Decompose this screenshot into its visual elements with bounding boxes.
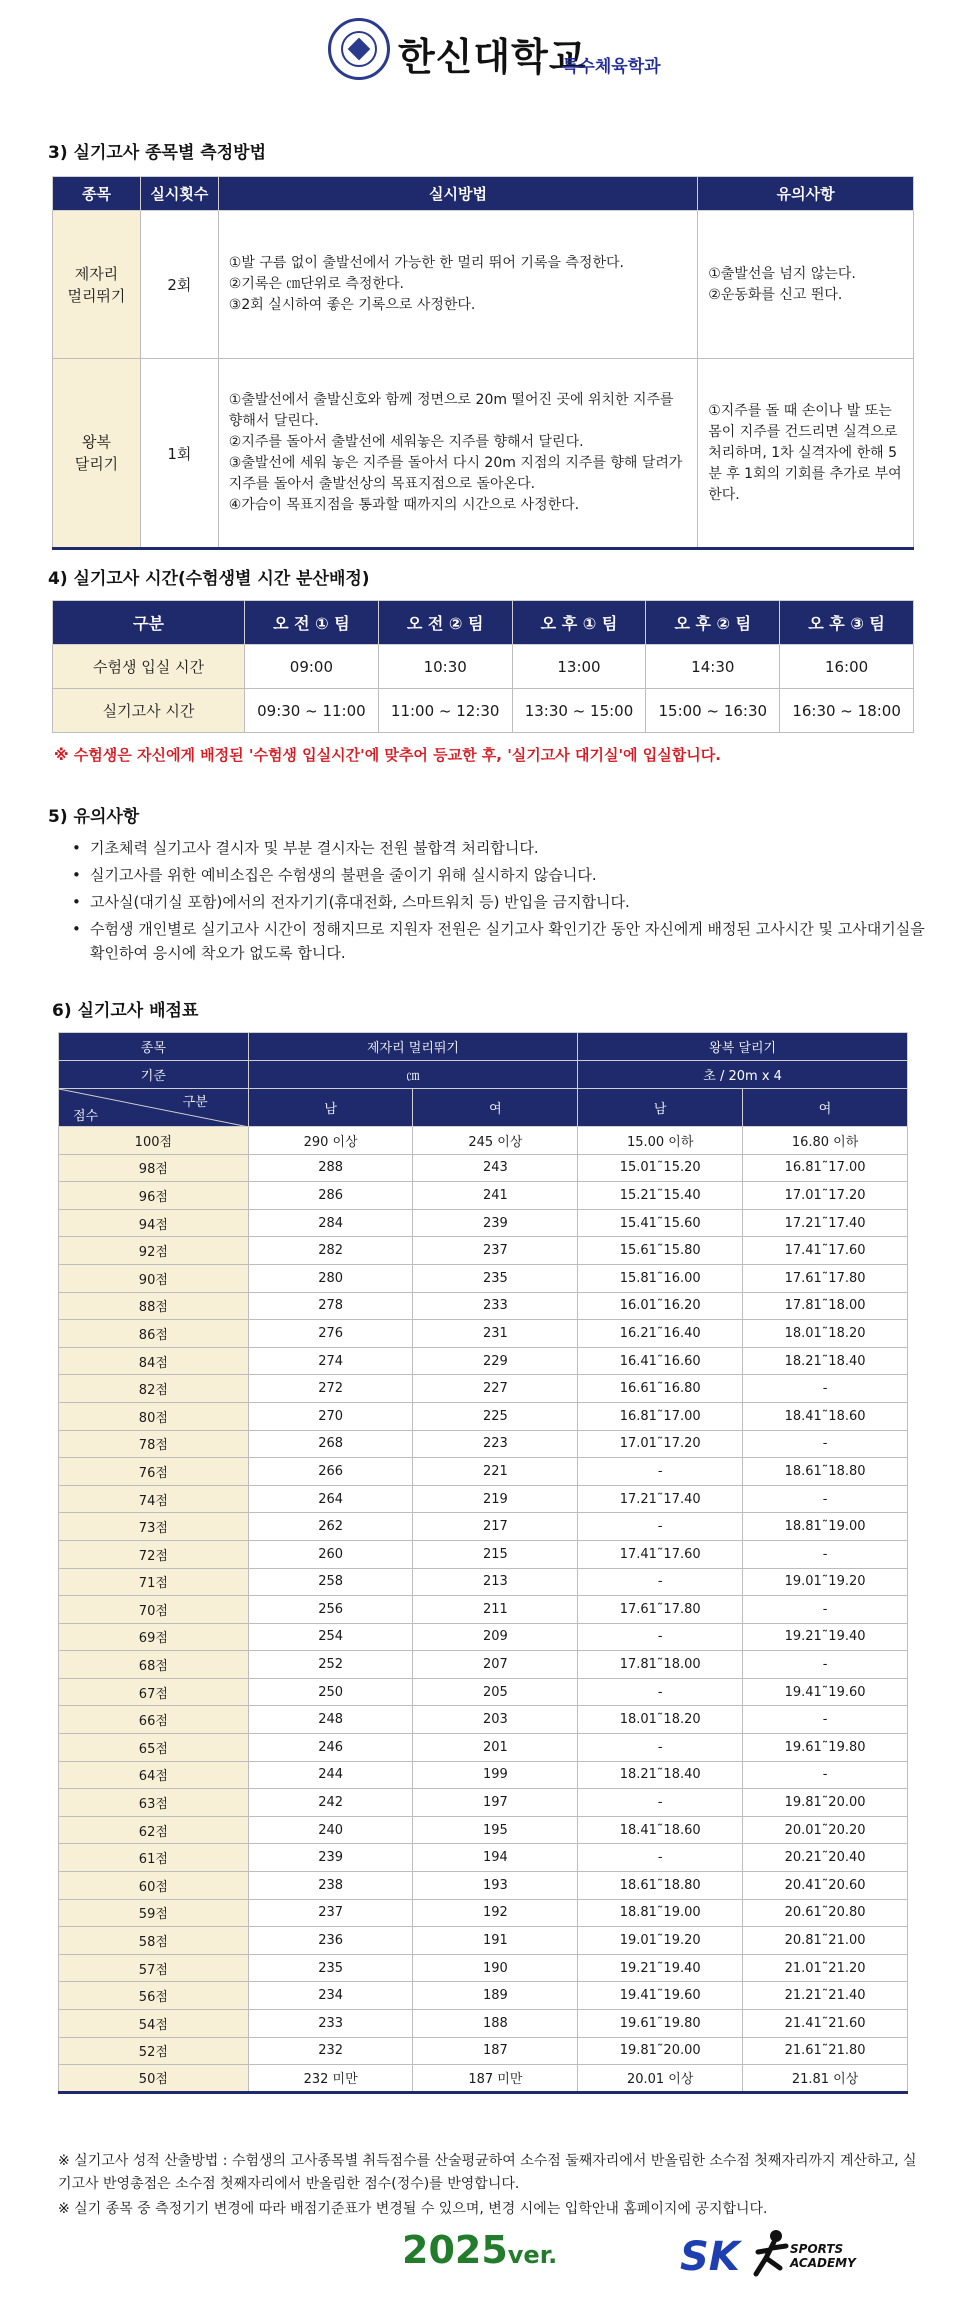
- record-cell: 16.61˜16.80: [578, 1375, 743, 1403]
- record-cell: 286: [248, 1182, 413, 1210]
- score-cell: 70점: [59, 1596, 249, 1624]
- exam-time-table: [52, 600, 914, 733]
- score-row: [59, 1458, 908, 1486]
- score-cell: 56점: [59, 1982, 249, 2010]
- record-cell: 242: [248, 1789, 413, 1817]
- score-row: [59, 1982, 908, 2010]
- record-cell: 280: [248, 1264, 413, 1292]
- score-cell: 100점: [59, 1127, 249, 1155]
- record-cell: 19.21˜19.40: [578, 1954, 743, 1982]
- time-row: [53, 689, 914, 733]
- record-cell: 16.81˜17.00: [578, 1402, 743, 1430]
- time-cell: 16:00: [780, 645, 914, 689]
- record-cell: 191: [413, 1927, 578, 1955]
- arrival-notice: ※ 수험생은 자신에게 배정된 '수험생 입실시간'에 맞추어 등교한 후, '실기고사 대기실'에 입실합니다.: [54, 746, 721, 764]
- record-cell: 272: [248, 1375, 413, 1403]
- score-row: [59, 2010, 908, 2038]
- time-cell: 11:00 ~ 12:30: [378, 689, 512, 733]
- diagonal-header-cell: [59, 1089, 249, 1127]
- record-cell: 219: [413, 1485, 578, 1513]
- col-header: 종목: [53, 177, 141, 211]
- score-cell: 96점: [59, 1182, 249, 1210]
- record-cell: 17.21˜17.40: [743, 1209, 908, 1237]
- score-row: [59, 1485, 908, 1513]
- record-cell: 187 미만: [413, 2065, 578, 2093]
- score-cell: 80점: [59, 1402, 249, 1430]
- record-cell: -: [743, 1430, 908, 1458]
- section4-title: 4) 실기고사 시간(수험생별 시간 분산배정): [48, 569, 370, 589]
- col-header: 유의사항: [698, 177, 914, 211]
- record-cell: 189: [413, 1982, 578, 2010]
- score-row: [59, 1320, 908, 1348]
- score-row: [59, 1816, 908, 1844]
- col-header: 실시횟수: [140, 177, 218, 211]
- time-cell: 10:30: [378, 645, 512, 689]
- time-col-header: 오 전 ② 팀: [378, 601, 512, 645]
- record-cell: 15.41˜15.60: [578, 1209, 743, 1237]
- score-row: [59, 1182, 908, 1210]
- score-row: [59, 1237, 908, 1265]
- time-cell: 15:00 ~ 16:30: [646, 689, 780, 733]
- time-row-label: 실기고사 시간: [53, 689, 245, 733]
- record-cell: 195: [413, 1816, 578, 1844]
- record-cell: 19.41˜19.60: [578, 1982, 743, 2010]
- score-cell: 78점: [59, 1430, 249, 1458]
- score-row: [59, 1927, 908, 1955]
- record-cell: 199: [413, 1761, 578, 1789]
- event-name: 제자리 멀리뛰기: [53, 211, 141, 359]
- unit1-header: ㎝: [248, 1061, 578, 1089]
- record-cell: 15.00 이하: [578, 1127, 743, 1155]
- record-cell: 17.61˜17.80: [743, 1264, 908, 1292]
- time-cell: 09:00: [245, 645, 379, 689]
- record-cell: 19.61˜19.80: [578, 2010, 743, 2038]
- record-cell: -: [743, 1706, 908, 1734]
- score-row: [59, 2065, 908, 2093]
- score-cell: 63점: [59, 1789, 249, 1817]
- score-row: [59, 1209, 908, 1237]
- score-row: [59, 1899, 908, 1927]
- score-cell: 59점: [59, 1899, 249, 1927]
- diag-category-label: 구분: [182, 1095, 208, 1110]
- record-cell: 232 미만: [248, 2065, 413, 2093]
- method-cell: [218, 359, 697, 549]
- score-cell: 71점: [59, 1568, 249, 1596]
- record-cell: 17.41˜17.60: [578, 1540, 743, 1568]
- record-cell: 236: [248, 1927, 413, 1955]
- record-cell: 187: [413, 2037, 578, 2065]
- record-cell: 16.01˜16.20: [578, 1292, 743, 1320]
- note-line: ①지주를 돌 때 손이나 발 또는 몸이 지주를 건드리면 실격으로 처리하며, 1차 실격자에 한해 5분 후 1회의 기회를 추가로 부여한다.: [708, 402, 902, 503]
- record-cell: 282: [248, 1237, 413, 1265]
- time-cell: 16:30 ~ 18:00: [780, 689, 914, 733]
- record-cell: 20.41˜20.60: [743, 1872, 908, 1900]
- record-cell: 203: [413, 1706, 578, 1734]
- score-row: [59, 1761, 908, 1789]
- record-cell: 201: [413, 1734, 578, 1762]
- record-cell: 231: [413, 1320, 578, 1348]
- record-cell: 227: [413, 1375, 578, 1403]
- record-cell: 225: [413, 1402, 578, 1430]
- record-cell: 17.01˜17.20: [578, 1430, 743, 1458]
- record-cell: 15.61˜15.80: [578, 1237, 743, 1265]
- record-cell: 194: [413, 1844, 578, 1872]
- record-cell: 268: [248, 1430, 413, 1458]
- record-cell: 19.61˜19.80: [743, 1734, 908, 1762]
- method-line: ②기록은 ㎝단위로 측정한다.: [228, 276, 404, 292]
- record-cell: 221: [413, 1458, 578, 1486]
- record-cell: 21.21˜21.40: [743, 1982, 908, 2010]
- event1-header: 제자리 멀리뛰기: [248, 1033, 578, 1061]
- record-cell: 18.21˜18.40: [578, 1761, 743, 1789]
- record-cell: 18.81˜19.00: [578, 1899, 743, 1927]
- score-row: [59, 1872, 908, 1900]
- female-header: 여: [743, 1089, 908, 1127]
- record-cell: 229: [413, 1347, 578, 1375]
- record-cell: 215: [413, 1540, 578, 1568]
- record-cell: 18.81˜19.00: [743, 1513, 908, 1541]
- record-cell: 252: [248, 1651, 413, 1679]
- score-cell: 69점: [59, 1623, 249, 1651]
- score-cell: 86점: [59, 1320, 249, 1348]
- footnote-change: ※ 실기 종목 중 측정기기 변경에 따라 배점기준표가 변경될 수 있으며, 변경 시에는 입학안내 홈페이지에 공지합니다.: [58, 2201, 768, 2217]
- record-cell: 18.01˜18.20: [578, 1706, 743, 1734]
- running-athlete-icon: [750, 2228, 790, 2280]
- score-cell: 88점: [59, 1292, 249, 1320]
- caution-list: [70, 836, 930, 968]
- record-cell: 21.61˜21.80: [743, 2037, 908, 2065]
- record-cell: 18.21˜18.40: [743, 1347, 908, 1375]
- score-cell: 54점: [59, 2010, 249, 2038]
- brand-letters: SK: [680, 2234, 740, 2280]
- version-label: [402, 2228, 557, 2272]
- score-row: [59, 1154, 908, 1182]
- caution-item: • 실기고사를 위한 예비소집은 수험생의 불편을 줄이기 위해 실시하지 않습니다.: [70, 863, 930, 887]
- record-cell: 274: [248, 1347, 413, 1375]
- record-cell: 262: [248, 1513, 413, 1541]
- record-cell: 233: [413, 1292, 578, 1320]
- section3-title: 3) 실기고사 종목별 측정방법: [48, 143, 266, 163]
- record-cell: 205: [413, 1678, 578, 1706]
- record-cell: 20.81˜21.00: [743, 1927, 908, 1955]
- section6-title: 6) 실기고사 배점표: [52, 1001, 199, 1021]
- record-cell: 188: [413, 2010, 578, 2038]
- note-line: ②운동화를 신고 뛴다.: [708, 286, 843, 303]
- attempt-count: 1회: [140, 359, 218, 549]
- record-cell: 266: [248, 1458, 413, 1486]
- record-cell: -: [743, 1651, 908, 1679]
- page-header: [0, 12, 964, 90]
- record-cell: -: [578, 1678, 743, 1706]
- time-col-header: 오 후 ③ 팀: [780, 601, 914, 645]
- record-cell: 15.81˜16.00: [578, 1264, 743, 1292]
- time-col-header: 오 전 ① 팀: [245, 601, 379, 645]
- record-cell: 18.41˜18.60: [743, 1402, 908, 1430]
- record-cell: 18.61˜18.80: [743, 1458, 908, 1486]
- score-cell: 50점: [59, 2065, 249, 2093]
- notes-cell: [698, 211, 914, 359]
- record-cell: 15.21˜15.40: [578, 1182, 743, 1210]
- score-cell: 62점: [59, 1816, 249, 1844]
- score-cell: 73점: [59, 1513, 249, 1541]
- score-row: [59, 1347, 908, 1375]
- record-cell: 18.01˜18.20: [743, 1320, 908, 1348]
- record-cell: 234: [248, 1982, 413, 2010]
- score-cell: 92점: [59, 1237, 249, 1265]
- note-line: ①출발선을 넘지 않는다.: [708, 265, 856, 282]
- record-cell: 19.01˜19.20: [578, 1927, 743, 1955]
- record-cell: 193: [413, 1872, 578, 1900]
- record-cell: 235: [248, 1954, 413, 1982]
- female-header: 여: [413, 1089, 578, 1127]
- score-cell: 67점: [59, 1678, 249, 1706]
- record-cell: 256: [248, 1596, 413, 1624]
- section5-title: 5) 유의사항: [48, 807, 140, 827]
- male-header: 남: [248, 1089, 413, 1127]
- method-row: [53, 211, 914, 359]
- record-cell: 20.61˜20.80: [743, 1899, 908, 1927]
- record-cell: 17.61˜17.80: [578, 1596, 743, 1624]
- record-cell: -: [578, 1458, 743, 1486]
- score-cell: 66점: [59, 1706, 249, 1734]
- score-cell: 68점: [59, 1651, 249, 1679]
- record-cell: 19.41˜19.60: [743, 1678, 908, 1706]
- score-row: [59, 1596, 908, 1624]
- score-cell: 57점: [59, 1954, 249, 1982]
- score-cell: 90점: [59, 1264, 249, 1292]
- record-cell: 17.41˜17.60: [743, 1237, 908, 1265]
- score-row: [59, 1568, 908, 1596]
- score-cell: 94점: [59, 1209, 249, 1237]
- time-col-header: 구분: [53, 601, 245, 645]
- record-cell: 19.01˜19.20: [743, 1568, 908, 1596]
- brand-subtitle: [790, 2242, 856, 2270]
- score-row: [59, 1954, 908, 1982]
- record-cell: 17.01˜17.20: [743, 1182, 908, 1210]
- score-row: [59, 2037, 908, 2065]
- record-cell: 276: [248, 1320, 413, 1348]
- time-col-header: 오 후 ② 팀: [646, 601, 780, 645]
- record-cell: 290 이상: [248, 1127, 413, 1155]
- record-cell: 18.41˜18.60: [578, 1816, 743, 1844]
- unit2-header: 초 / 20m x 4: [578, 1061, 908, 1089]
- record-cell: 223: [413, 1430, 578, 1458]
- method-line: ②지주를 돌아서 출발선에 세워놓은 지주를 향해서 달린다.: [228, 434, 584, 450]
- time-cell: 14:30: [646, 645, 780, 689]
- university-logo-icon: [328, 18, 390, 80]
- record-cell: 258: [248, 1568, 413, 1596]
- record-cell: -: [578, 1568, 743, 1596]
- version-suffix: ver.: [507, 2241, 558, 2269]
- record-cell: 246: [248, 1734, 413, 1762]
- record-cell: 254: [248, 1623, 413, 1651]
- score-row: [59, 1430, 908, 1458]
- score-row: [59, 1402, 908, 1430]
- record-cell: -: [578, 1623, 743, 1651]
- record-cell: 278: [248, 1292, 413, 1320]
- record-cell: 209: [413, 1623, 578, 1651]
- record-cell: 239: [248, 1844, 413, 1872]
- record-cell: 284: [248, 1209, 413, 1237]
- record-cell: -: [743, 1761, 908, 1789]
- time-cell: 13:30 ~ 15:00: [512, 689, 646, 733]
- method-line: ③출발선에 세워 놓은 지주를 돌아서 다시 20m 지점의 지주를 향해 달려가 지주를 돌아서 출발선상의 목표지점으로 돌아온다.: [228, 455, 683, 492]
- record-cell: -: [578, 1734, 743, 1762]
- caution-item: • 고사실(대기실 포함)에서의 전자기기(휴대전화, 스마트워치 등) 반입을 금지합니다.: [70, 890, 930, 914]
- score-row: [59, 1127, 908, 1155]
- event-name: 왕복 달리기: [53, 359, 141, 549]
- record-cell: -: [743, 1485, 908, 1513]
- caution-item: • 수험생 개인별로 실기고사 시간이 정해지므로 지원자 전원은 실기고사 확인기간 동안 자신에게 배정된 고사시간 및 고사대기실을 확인하여 응시에 착오가 없도록 합니다.: [70, 917, 930, 965]
- record-cell: -: [578, 1789, 743, 1817]
- record-cell: 211: [413, 1596, 578, 1624]
- method-cell: [218, 211, 697, 359]
- score-row: [59, 1734, 908, 1762]
- record-cell: 21.81 이상: [743, 2065, 908, 2093]
- score-row: [59, 1706, 908, 1734]
- score-cell: 74점: [59, 1485, 249, 1513]
- record-cell: 17.81˜18.00: [578, 1651, 743, 1679]
- record-cell: 233: [248, 2010, 413, 2038]
- col-header: 실시방법: [218, 177, 697, 211]
- score-row: [59, 1513, 908, 1541]
- record-cell: 18.61˜18.80: [578, 1872, 743, 1900]
- record-cell: -: [743, 1375, 908, 1403]
- record-cell: 264: [248, 1485, 413, 1513]
- department-name: 특수체육학과: [562, 57, 661, 77]
- score-cell: 58점: [59, 1927, 249, 1955]
- record-cell: 21.41˜21.60: [743, 2010, 908, 2038]
- event2-header: 왕복 달리기: [578, 1033, 908, 1061]
- record-cell: 270: [248, 1402, 413, 1430]
- record-cell: 19.81˜20.00: [743, 1789, 908, 1817]
- time-row-label: 수험생 입실 시간: [53, 645, 245, 689]
- score-row: [59, 1540, 908, 1568]
- record-cell: 245 이상: [413, 1127, 578, 1155]
- record-cell: 17.81˜18.00: [743, 1292, 908, 1320]
- score-row: [59, 1292, 908, 1320]
- time-cell: 09:30 ~ 11:00: [245, 689, 379, 733]
- score-head-event: 종목: [59, 1033, 249, 1061]
- method-row: [53, 359, 914, 549]
- score-cell: 84점: [59, 1347, 249, 1375]
- record-cell: 250: [248, 1678, 413, 1706]
- record-cell: 239: [413, 1209, 578, 1237]
- score-row: [59, 1623, 908, 1651]
- score-row: [59, 1375, 908, 1403]
- record-cell: 244: [248, 1761, 413, 1789]
- score-cell: 98점: [59, 1154, 249, 1182]
- record-cell: 21.01˜21.20: [743, 1954, 908, 1982]
- record-cell: 192: [413, 1899, 578, 1927]
- score-cell: 64점: [59, 1761, 249, 1789]
- record-cell: 15.01˜15.20: [578, 1154, 743, 1182]
- record-cell: -: [578, 1844, 743, 1872]
- notes-cell: [698, 359, 914, 549]
- score-cell: 60점: [59, 1872, 249, 1900]
- record-cell: 16.80 이하: [743, 1127, 908, 1155]
- record-cell: 237: [248, 1899, 413, 1927]
- brand-line1: SPORTS: [790, 2242, 844, 2256]
- sk-sports-academy-logo: [680, 2228, 870, 2284]
- measurement-method-table: [52, 176, 914, 550]
- record-cell: 213: [413, 1568, 578, 1596]
- record-cell: 237: [413, 1237, 578, 1265]
- score-row: [59, 1678, 908, 1706]
- method-line: ③2회 실시하여 좋은 기록으로 사정한다.: [228, 297, 476, 313]
- diag-score-label: 점수: [73, 1109, 99, 1124]
- record-cell: 16.21˜16.40: [578, 1320, 743, 1348]
- score-cell: 52점: [59, 2037, 249, 2065]
- score-cell: 72점: [59, 1540, 249, 1568]
- time-col-header: 오 후 ① 팀: [512, 601, 646, 645]
- record-cell: 240: [248, 1816, 413, 1844]
- record-cell: 217: [413, 1513, 578, 1541]
- record-cell: 243: [413, 1154, 578, 1182]
- score-cell: 76점: [59, 1458, 249, 1486]
- record-cell: -: [578, 1513, 743, 1541]
- record-cell: 17.21˜17.40: [578, 1485, 743, 1513]
- record-cell: 20.01˜20.20: [743, 1816, 908, 1844]
- record-cell: 20.01 이상: [578, 2065, 743, 2093]
- record-cell: 19.21˜19.40: [743, 1623, 908, 1651]
- record-cell: 241: [413, 1182, 578, 1210]
- record-cell: 20.21˜20.40: [743, 1844, 908, 1872]
- score-row: [59, 1844, 908, 1872]
- record-cell: 232: [248, 2037, 413, 2065]
- record-cell: 16.81˜17.00: [743, 1154, 908, 1182]
- score-cell: 61점: [59, 1844, 249, 1872]
- attempt-count: 2회: [140, 211, 218, 359]
- score-cell: 82점: [59, 1375, 249, 1403]
- record-cell: 235: [413, 1264, 578, 1292]
- scoring-table: [58, 1032, 908, 2094]
- score-cell: 65점: [59, 1734, 249, 1762]
- university-name: 한신대학교: [398, 35, 587, 79]
- record-cell: 260: [248, 1540, 413, 1568]
- male-header: 남: [578, 1089, 743, 1127]
- time-cell: 13:00: [512, 645, 646, 689]
- score-head-standard: 기준: [59, 1061, 249, 1089]
- record-cell: -: [743, 1596, 908, 1624]
- method-line: ①출발선에서 출발신호와 함께 정면으로 20m 떨어진 곳에 위치한 지주를 향해서 달린다.: [228, 392, 674, 429]
- record-cell: 19.81˜20.00: [578, 2037, 743, 2065]
- caution-item: • 기초체력 실기고사 결시자 및 부분 결시자는 전원 불합격 처리합니다.: [70, 836, 930, 860]
- method-line: ①발 구름 없이 출발선에서 가능한 한 멀리 뛰어 기록을 측정한다.: [228, 255, 624, 271]
- method-line: ④가슴이 목표지점을 통과할 때까지의 시간으로 사정한다.: [228, 497, 580, 513]
- score-row: [59, 1264, 908, 1292]
- record-cell: 288: [248, 1154, 413, 1182]
- score-row: [59, 1789, 908, 1817]
- record-cell: 248: [248, 1706, 413, 1734]
- footnote-calculation: ※ 실기고사 성적 산출방법 : 수험생의 고사종목별 취득점수를 산술평균하여 소수점 둘째자리에서 반올림한 소수점 첫째자리까지 계산하고, 실기고사 반영총점은 소수점 첫째자리에서 반올림한 점수(정수)를 반영합니다.: [58, 2153, 917, 2192]
- version-year: 2025: [402, 2228, 508, 2272]
- record-cell: 16.41˜16.60: [578, 1347, 743, 1375]
- brand-line2: ACADEMY: [790, 2256, 856, 2270]
- score-row: [59, 1651, 908, 1679]
- record-cell: 197: [413, 1789, 578, 1817]
- record-cell: 190: [413, 1954, 578, 1982]
- record-cell: -: [743, 1540, 908, 1568]
- record-cell: 238: [248, 1872, 413, 1900]
- record-cell: 207: [413, 1651, 578, 1679]
- time-row: [53, 645, 914, 689]
